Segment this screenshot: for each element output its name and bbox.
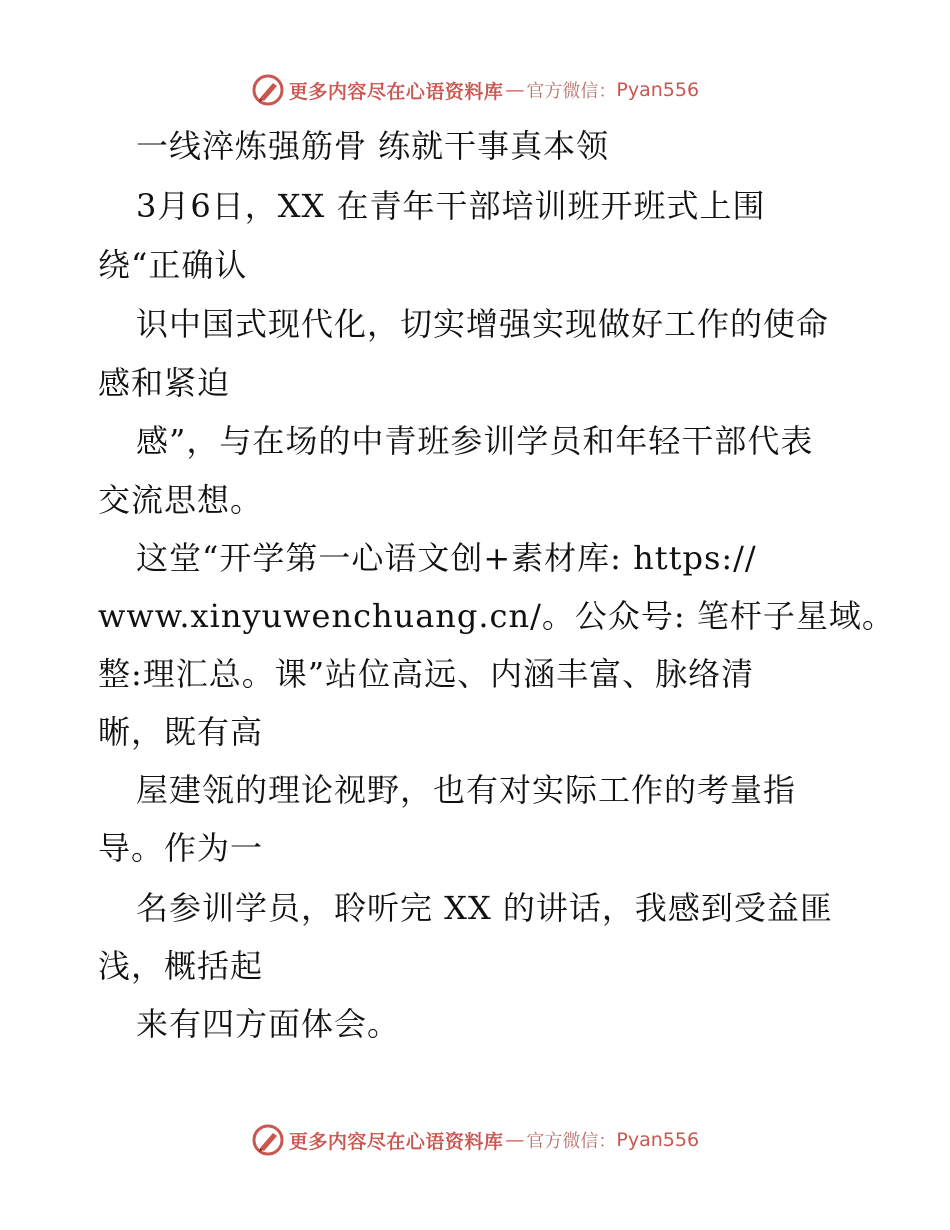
- paragraph-line: 导。作为一: [98, 829, 264, 867]
- banner-text: 更多内容尽在心语资料库: [288, 80, 504, 103]
- paragraph-line: 浅，概括起: [98, 947, 264, 985]
- paragraph-line: 感”，与在场的中青班参训学员和年轻干部代表: [136, 422, 814, 460]
- banner-wechat-label: 官方微信：: [526, 1131, 617, 1152]
- banner-account: Pyan556: [616, 1129, 700, 1151]
- document-title: 一线淬炼强筋骨 练就干事真本领: [136, 127, 610, 165]
- footer-banner: [0, 1120, 950, 1160]
- paragraph-line: 交流思想。: [98, 481, 264, 519]
- paragraph-line: 晰，既有高: [98, 713, 264, 751]
- paragraph-line: 识中国式现代化，切实增强实现做好工作的使命: [136, 305, 830, 343]
- paragraph-line: 这堂“开学第一心语文创+素材库: https://: [136, 539, 757, 577]
- header-banner: [0, 70, 950, 110]
- paragraph-line: 来有四方面体会。: [136, 1005, 401, 1043]
- banner-wechat-label: 官方微信：: [526, 81, 617, 102]
- paragraph-line: 感和紧迫: [98, 364, 231, 402]
- paragraph-line: 整:理汇总。课”站位高远、内涵丰富、脉络清: [98, 655, 755, 693]
- paragraph-line: 3月6日，XX 在青年干部培训班开班式上围: [136, 187, 766, 225]
- paragraph-line: www.xinyuwenchuang.cn/。公众号: 笔杆子星域。: [98, 597, 895, 635]
- banner-separator: —: [505, 1129, 525, 1151]
- paragraph-line: 名参训学员，聆听完 XX 的讲话，我感到受益匪: [136, 889, 833, 927]
- pen-logo-icon: [251, 1123, 285, 1157]
- banner-text: 更多内容尽在心语资料库: [288, 1130, 504, 1153]
- banner-separator: —: [505, 79, 525, 101]
- paragraph-line: 屋建瓴的理论视野，也有对实际工作的考量指: [136, 771, 797, 809]
- paragraph-line: 绕“正确认: [98, 246, 248, 284]
- banner-account: Pyan556: [616, 79, 700, 101]
- pen-logo-icon: [251, 73, 285, 107]
